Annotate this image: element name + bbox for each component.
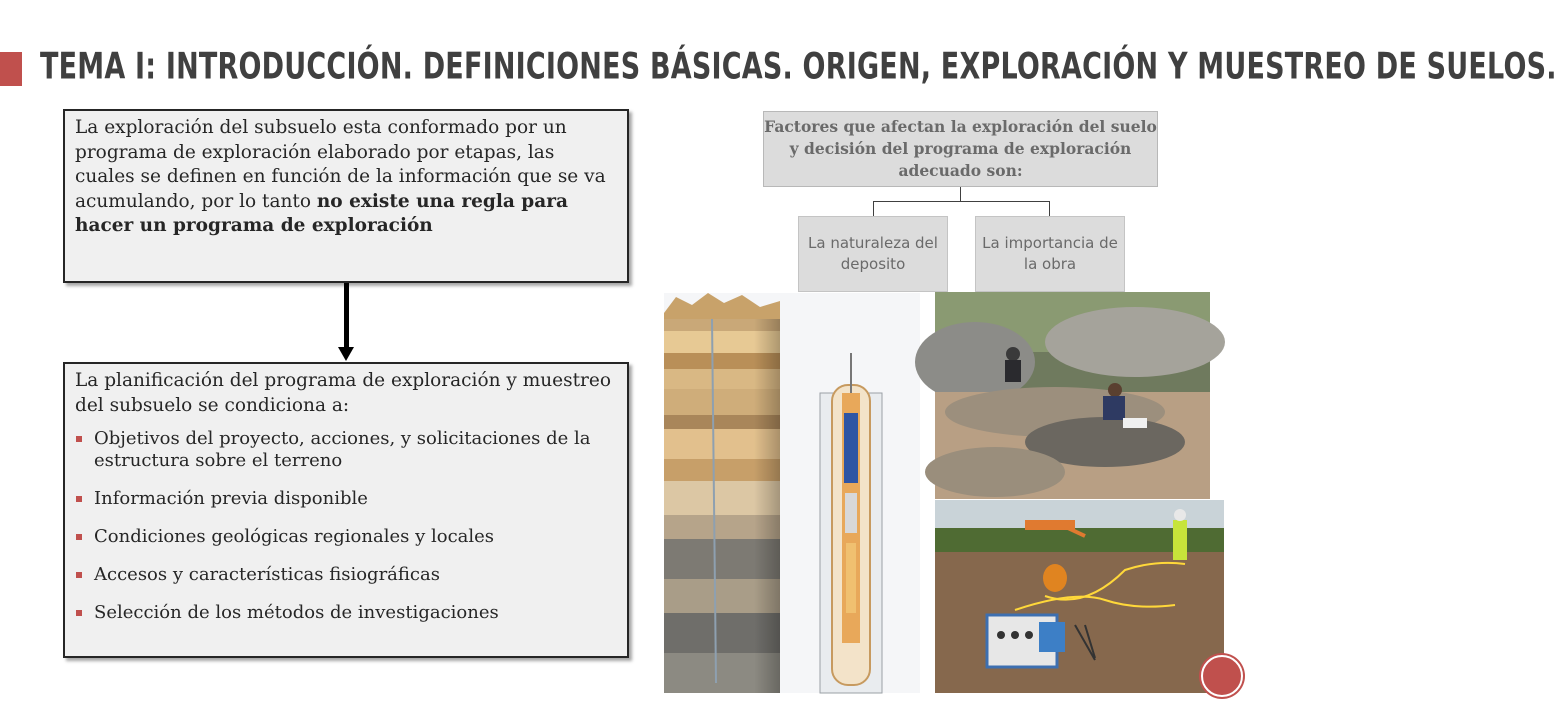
bullet-square-icon bbox=[76, 436, 82, 442]
bullet-square-icon bbox=[76, 572, 82, 578]
bullet-square-icon bbox=[76, 610, 82, 616]
planning-conditions-box bbox=[63, 362, 629, 658]
factors-root-node: Factores que afectan la exploración del suelo y decisión del programa de exploración adecuado son: bbox=[763, 111, 1158, 187]
bullet-square-icon bbox=[76, 496, 82, 502]
list-item: Selección de los métodos de investigaciones bbox=[75, 602, 617, 624]
list-item: Condiciones geológicas regionales y locales bbox=[75, 526, 617, 548]
connector-line bbox=[1049, 201, 1050, 217]
field-survey-photo-equipment bbox=[935, 500, 1224, 693]
bullet-square-icon bbox=[76, 534, 82, 540]
factor-node-importance: La importancia de la obra bbox=[975, 216, 1125, 292]
exploration-definition-text: La exploración del subsuelo esta conformado por un programa de exploración elaborado por etapas, las cuales se definen en función de la información que se va acumulando, por lo tanto bbox=[75, 117, 606, 212]
list-item: Información previa disponible bbox=[75, 488, 617, 510]
list-item: Objetivos del proyecto, acciones, y solicitaciones de la estructura sobre el terreno bbox=[75, 428, 617, 472]
planning-intro: La planificación del programa de exploración y muestreo del subsuelo se condiciona a: bbox=[75, 370, 611, 416]
connector-line bbox=[960, 187, 961, 201]
slide-number-badge bbox=[1201, 655, 1243, 697]
accent-bar bbox=[0, 52, 22, 86]
connector-line bbox=[873, 201, 1049, 202]
slide-title: TEMA I: INTRODUCCIÓN. DEFINICIONES BÁSICAS. ORIGEN, EXPLORACIÓN Y MUESTREO DE SUELOS. bbox=[40, 46, 1557, 88]
exploration-definition-box bbox=[63, 109, 629, 283]
factor-node-deposit: La naturaleza del deposito bbox=[798, 216, 948, 292]
down-arrow-head bbox=[338, 347, 354, 361]
soil-strata-borehole-image bbox=[664, 293, 920, 693]
exploration-definition-emphasis: no existe una regla para hacer un programa de exploración bbox=[75, 190, 568, 236]
conditions-list bbox=[75, 428, 617, 624]
list-item: Accesos y características fisiográficas bbox=[75, 564, 617, 586]
down-arrow-icon bbox=[344, 283, 349, 349]
field-survey-photo-river bbox=[935, 292, 1210, 499]
connector-line bbox=[873, 201, 874, 217]
